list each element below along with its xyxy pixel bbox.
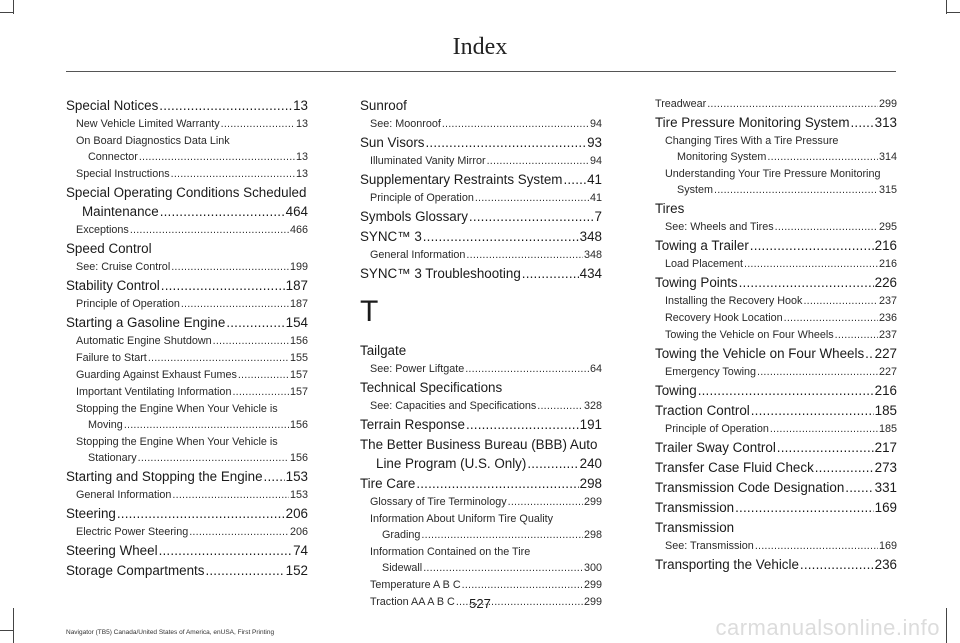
entry-label: Load Placement — [665, 258, 744, 270]
page-ref: 153 — [285, 469, 308, 484]
index-entry[interactable] — [655, 236, 897, 255]
dot-leader — [426, 133, 587, 152]
page-ref: 169 — [874, 500, 897, 515]
entry-label: Transmission — [655, 520, 735, 535]
entry-label: On Board Diagnostics Data Link — [76, 135, 230, 147]
dot-leader — [475, 190, 589, 206]
page-ref: 156 — [289, 335, 308, 347]
crop-mark-br-v — [946, 608, 947, 643]
page-ref: 187 — [289, 298, 308, 310]
crop-mark-tl-h — [0, 12, 14, 13]
entry-label: Glossary of Tire Terminology — [370, 496, 507, 508]
page-ref: 13 — [295, 118, 308, 130]
dot-leader — [508, 494, 583, 510]
index-subentry[interactable] — [66, 166, 308, 182]
dot-leader — [815, 458, 874, 477]
page-ref: 237 — [878, 295, 897, 307]
entry-label: Towing a Trailer — [655, 238, 749, 253]
page-ref: 314 — [878, 151, 897, 163]
index-entry[interactable] — [655, 458, 897, 477]
entry-label: Failure to Start — [76, 352, 147, 364]
entry-label: Starting a Gasoline Engine — [66, 315, 226, 330]
index-subentry[interactable] — [66, 259, 308, 275]
entry-label: Stopping the Engine When Your Vehicle is — [76, 436, 278, 448]
entry-label: See: Moonroof — [370, 118, 441, 130]
dot-leader — [777, 438, 874, 457]
index-subentry[interactable] — [66, 116, 308, 132]
entry-label: Moving — [88, 419, 123, 431]
entry-label: Supplementary Restraints System — [360, 172, 563, 187]
entry-label: Principle of Operation — [370, 192, 474, 204]
entry-label: Electric Power Steering — [76, 526, 189, 538]
dot-leader — [698, 381, 874, 400]
entry-label: Steering — [66, 506, 116, 521]
entry-label: Recovery Hook Location — [665, 312, 783, 324]
entry-label: Transporting the Vehicle — [655, 557, 799, 572]
entry-label: See: Power Liftgate — [370, 363, 465, 375]
index-entry[interactable] — [66, 239, 308, 258]
entry-label: Stability Control — [66, 278, 160, 293]
header-divider — [66, 71, 896, 72]
dot-leader — [205, 561, 284, 580]
dot-leader — [767, 149, 878, 165]
page-ref: 240 — [579, 456, 602, 471]
entry-label: See: Cruise Control — [76, 261, 171, 273]
index-entry[interactable] — [655, 401, 897, 420]
dot-leader — [487, 153, 589, 169]
page-ref: 227 — [874, 346, 897, 361]
page-ref: 464 — [285, 204, 308, 219]
page-ref: 328 — [583, 400, 602, 412]
page-ref: 273 — [874, 460, 897, 475]
dot-leader — [159, 541, 293, 560]
index-subentry[interactable] — [655, 421, 897, 437]
page-ref: 299 — [583, 579, 602, 591]
index-entry[interactable] — [655, 344, 897, 363]
page-ref: 157 — [289, 369, 308, 381]
index-subentry[interactable] — [655, 133, 897, 165]
index-entry[interactable] — [360, 474, 602, 493]
index-entry[interactable] — [360, 415, 602, 434]
index-subentry[interactable] — [66, 222, 308, 238]
section-letter: T — [360, 295, 379, 328]
entry-label: Installing the Recovery Hook — [665, 295, 803, 307]
entry-label: Trailer Sway Control — [655, 440, 776, 455]
page-ref: 217 — [874, 440, 897, 455]
page-ref: 187 — [285, 278, 308, 293]
entry-label: See: Capacities and Specifications — [370, 400, 537, 412]
page-ref: 313 — [874, 115, 897, 130]
dot-leader — [845, 478, 873, 497]
index-entry[interactable] — [66, 96, 308, 115]
entry-label: Special Instructions — [76, 168, 170, 180]
entry-label: Special Notices — [66, 98, 159, 113]
index-column-3 — [655, 96, 897, 575]
entry-label: Temperature A B C — [370, 579, 461, 591]
entry-label: Tires — [655, 201, 685, 216]
page-ref: 169 — [878, 540, 897, 552]
entry-label: Technical Specifications — [360, 380, 503, 395]
dot-leader — [563, 170, 586, 189]
page-ref: 191 — [579, 417, 602, 432]
footer-text: Navigator (TB5) Canada/United States of America, enUSA, First Printing — [66, 629, 275, 636]
index-column-1 — [66, 96, 308, 581]
dot-leader — [423, 227, 579, 246]
dot-leader — [750, 236, 874, 255]
crop-mark-tr-h — [946, 12, 960, 13]
entry-label: Towing the Vehicle on Four Wheels — [655, 346, 865, 361]
page-ref: 74 — [293, 543, 308, 558]
entry-label: Towing the Vehicle on Four Wheels — [665, 329, 834, 341]
dot-leader — [161, 276, 285, 295]
dot-leader — [159, 96, 292, 115]
page-ref: 13 — [295, 168, 308, 180]
dot-leader — [800, 555, 874, 574]
index-entry[interactable] — [655, 555, 897, 574]
entry-label: Line Program (U.S. Only) — [376, 456, 527, 471]
dot-leader — [850, 113, 873, 132]
page-ref: 299 — [583, 596, 602, 608]
index-subentry[interactable] — [66, 524, 308, 540]
page-number: 527 — [469, 596, 491, 611]
page-ref: 155 — [289, 352, 308, 364]
index-subentry[interactable] — [655, 166, 897, 198]
index-subentry[interactable] — [655, 364, 897, 380]
dot-leader — [189, 524, 289, 540]
index-entry[interactable] — [360, 227, 602, 246]
index-subentry[interactable] — [655, 219, 897, 235]
index-entry[interactable] — [655, 478, 897, 497]
entry-label: Connector — [88, 151, 138, 163]
entry-label: Changing Tires With a Tire Pressure — [665, 135, 839, 147]
dot-leader — [527, 454, 578, 473]
dot-leader — [835, 327, 878, 343]
entry-label: Emergency Towing — [665, 366, 757, 378]
dot-leader — [213, 333, 289, 349]
entry-label: SYNC™ 3 Troubleshooting — [360, 266, 521, 281]
dot-leader — [221, 116, 295, 132]
entry-label: Traction Control — [655, 403, 750, 418]
index-entry[interactable] — [360, 341, 602, 360]
crop-mark-bl-h — [0, 630, 14, 631]
entry-label: SYNC™ 3 — [360, 229, 422, 244]
index-entry[interactable] — [655, 273, 897, 292]
dot-leader — [421, 527, 583, 543]
index-entry[interactable] — [360, 170, 602, 189]
index-entry[interactable] — [360, 435, 602, 473]
index-subentry[interactable] — [360, 247, 602, 263]
index-subentry[interactable] — [66, 434, 308, 466]
page-ref: 298 — [579, 476, 602, 491]
entry-label: Grading — [382, 529, 421, 541]
entry-label: Guarding Against Exhaust Fumes — [76, 369, 237, 381]
page-ref: 348 — [583, 249, 602, 261]
index-subentry[interactable] — [66, 296, 308, 312]
entry-label: Illuminated Vanity Mirror — [370, 155, 486, 167]
entry-label: Treadwear — [655, 98, 707, 110]
dot-leader — [423, 560, 583, 576]
dot-leader — [757, 364, 878, 380]
index-subentry[interactable] — [655, 256, 897, 272]
index-subentry[interactable] — [655, 327, 897, 343]
page-ref: 7 — [594, 209, 602, 224]
index-column-2 — [360, 96, 602, 611]
index-subentry[interactable] — [360, 494, 602, 510]
index-entry[interactable] — [655, 199, 897, 218]
index-entry[interactable] — [655, 438, 897, 457]
entry-label: Information About Uniform Tire Quality — [370, 513, 554, 525]
index-subentry[interactable] — [66, 487, 308, 503]
entry-label: Information Contained on the Tire — [370, 546, 531, 558]
dot-leader — [735, 498, 874, 517]
index-entry[interactable] — [655, 113, 897, 132]
page-ref: 94 — [589, 155, 602, 167]
index-subentry[interactable] — [66, 133, 308, 165]
entry-label: Starting and Stopping the Engine — [66, 469, 263, 484]
index-subentry[interactable] — [360, 153, 602, 169]
entry-label: Principle of Operation — [665, 423, 769, 435]
index-entry[interactable] — [655, 498, 897, 517]
dot-leader — [138, 450, 289, 466]
entry-label: Symbols Glossary — [360, 209, 468, 224]
page-ref: 299 — [878, 98, 897, 110]
index-entry[interactable] — [66, 276, 308, 295]
index-entry[interactable] — [66, 541, 308, 560]
entry-label: See: Transmission — [665, 540, 754, 552]
dot-leader — [148, 350, 289, 366]
entry-label: Important Ventilating Information — [76, 386, 232, 398]
page-ref: 434 — [579, 266, 602, 281]
dot-leader — [442, 116, 589, 132]
dot-leader — [714, 182, 878, 198]
index-subentry[interactable] — [360, 511, 602, 543]
entry-label: New Vehicle Limited Warranty — [76, 118, 220, 130]
dot-leader — [784, 310, 878, 326]
entry-label: Terrain Response — [360, 417, 465, 432]
dot-leader — [462, 577, 583, 593]
entry-label: Speed Control — [66, 241, 152, 256]
index-subentry[interactable] — [655, 96, 897, 112]
page-ref: 13 — [293, 98, 308, 113]
entry-label: Tailgate — [360, 343, 407, 358]
page-ref: 152 — [285, 563, 308, 578]
entry-label: General Information — [370, 249, 466, 261]
crop-mark-tr-v — [946, 0, 947, 14]
index-subentry[interactable] — [360, 116, 602, 132]
page-ref: 216 — [878, 258, 897, 270]
dot-leader — [226, 313, 284, 332]
index-subentry[interactable] — [66, 367, 308, 383]
entry-label: Transfer Case Fluid Check — [655, 460, 814, 475]
entry-label: Sunroof — [360, 98, 407, 113]
index-entry[interactable] — [360, 207, 602, 226]
dot-leader — [770, 421, 878, 437]
dot-leader — [416, 474, 578, 493]
entry-label: Exceptions — [76, 224, 129, 236]
index-subentry[interactable] — [655, 293, 897, 309]
index-entry[interactable] — [66, 313, 308, 332]
entry-label: Tire Care — [360, 476, 416, 491]
index-subentry[interactable] — [66, 384, 308, 400]
entry-label: The Better Business Bureau (BBB) Auto — [360, 437, 598, 452]
index-subentry[interactable] — [360, 190, 602, 206]
index-subentry[interactable] — [655, 310, 897, 326]
page-ref: 41 — [589, 192, 602, 204]
index-entry[interactable] — [360, 378, 602, 397]
index-subentry[interactable] — [66, 333, 308, 349]
dot-leader — [707, 96, 878, 112]
index-entry[interactable] — [360, 133, 602, 152]
index-entry[interactable] — [66, 561, 308, 580]
entry-label: Steering Wheel — [66, 543, 158, 558]
dot-leader — [139, 149, 295, 165]
page-ref: 185 — [878, 423, 897, 435]
index-entry[interactable] — [655, 518, 897, 537]
page-ref: 93 — [587, 135, 602, 150]
dot-leader — [751, 401, 874, 420]
dot-leader — [537, 398, 583, 414]
index-subentry[interactable] — [655, 538, 897, 554]
page-ref: 216 — [874, 383, 897, 398]
page-ref: 199 — [289, 261, 308, 273]
dot-leader — [469, 207, 594, 226]
index-subentry[interactable] — [360, 398, 602, 414]
dot-leader — [171, 166, 295, 182]
page-ref: 157 — [289, 386, 308, 398]
entry-label: Stationary — [88, 452, 137, 464]
dot-leader — [232, 384, 289, 400]
dot-leader — [264, 467, 285, 486]
page-ref: 64 — [589, 363, 602, 375]
page-ref: 154 — [285, 315, 308, 330]
page-ref: 315 — [878, 184, 897, 196]
page-ref: 236 — [874, 557, 897, 572]
page-ref: 41 — [587, 172, 602, 187]
dot-leader — [117, 504, 285, 523]
entry-label: Towing — [655, 383, 697, 398]
dot-leader — [522, 264, 579, 283]
page-ref: 94 — [589, 118, 602, 130]
page-ref: 331 — [874, 480, 897, 495]
index-entry[interactable] — [360, 96, 602, 115]
entry-label: Storage Compartments — [66, 563, 205, 578]
page-ref: 300 — [583, 562, 602, 574]
dot-leader — [181, 296, 289, 312]
entry-label: Transmission Code Designation — [655, 480, 845, 495]
page-ref: 298 — [583, 529, 602, 541]
page-ref: 206 — [289, 526, 308, 538]
page-ref: 237 — [878, 329, 897, 341]
dot-leader — [465, 361, 589, 377]
dot-leader — [124, 417, 289, 433]
page-ref: 156 — [289, 452, 308, 464]
crop-mark-bl-v — [13, 608, 14, 643]
entry-label: General Information — [76, 489, 172, 501]
dot-leader — [744, 256, 878, 272]
entry-label: Traction AA A B C — [370, 596, 455, 608]
page-ref: 348 — [579, 229, 602, 244]
entry-label: Principle of Operation — [76, 298, 180, 310]
page-ref: 299 — [583, 496, 602, 508]
watermark-logo: carmanualsonline.info — [715, 615, 940, 640]
index-subentry[interactable] — [66, 350, 308, 366]
index-entry[interactable] — [360, 264, 602, 283]
entry-label: Special Operating Conditions Scheduled — [66, 185, 307, 200]
dot-leader — [803, 293, 878, 309]
index-subentry[interactable] — [66, 401, 308, 433]
entry-label: Tire Pressure Monitoring System — [655, 115, 850, 130]
page-title: Index — [452, 34, 508, 60]
dot-leader — [171, 259, 289, 275]
index-subentry[interactable] — [360, 544, 602, 576]
index-entry[interactable] — [655, 381, 897, 400]
dot-leader — [238, 367, 289, 383]
page-ref: 227 — [878, 366, 897, 378]
dot-leader — [130, 222, 289, 238]
crop-mark-tl-v — [13, 0, 14, 14]
entry-label: Maintenance — [82, 204, 159, 219]
entry-label: System — [677, 184, 713, 196]
page-ref: 226 — [874, 275, 897, 290]
entry-label: Understanding Your Tire Pressure Monitoring — [665, 168, 881, 180]
page-ref: 206 — [285, 506, 308, 521]
page-ref: 236 — [878, 312, 897, 324]
page-ref: 153 — [289, 489, 308, 501]
entry-label: Automatic Engine Shutdown — [76, 335, 212, 347]
dot-leader — [775, 219, 878, 235]
page-ref: 185 — [874, 403, 897, 418]
index-entry[interactable] — [66, 467, 308, 486]
dot-leader — [160, 202, 285, 221]
page-ref: 295 — [878, 221, 897, 233]
page-ref: 156 — [289, 419, 308, 431]
entry-label: Stopping the Engine When Your Vehicle is — [76, 403, 278, 415]
entry-label: Sun Visors — [360, 135, 425, 150]
entry-label: See: Wheels and Tires — [665, 221, 774, 233]
index-subentry[interactable] — [360, 577, 602, 593]
dot-leader — [172, 487, 289, 503]
entry-label: Sidewall — [382, 562, 423, 574]
page-ref: 466 — [289, 224, 308, 236]
dot-leader — [865, 344, 874, 363]
page-ref: 13 — [295, 151, 308, 163]
dot-leader — [739, 273, 874, 292]
dot-leader — [466, 415, 579, 434]
page-ref: 216 — [874, 238, 897, 253]
dot-leader — [466, 247, 583, 263]
index-subentry[interactable] — [360, 361, 602, 377]
entry-label: Towing Points — [655, 275, 738, 290]
entry-label: Transmission — [655, 500, 735, 515]
dot-leader — [755, 538, 878, 554]
index-entry[interactable] — [66, 183, 308, 221]
entry-label: Monitoring System — [677, 151, 767, 163]
index-entry[interactable] — [66, 504, 308, 523]
